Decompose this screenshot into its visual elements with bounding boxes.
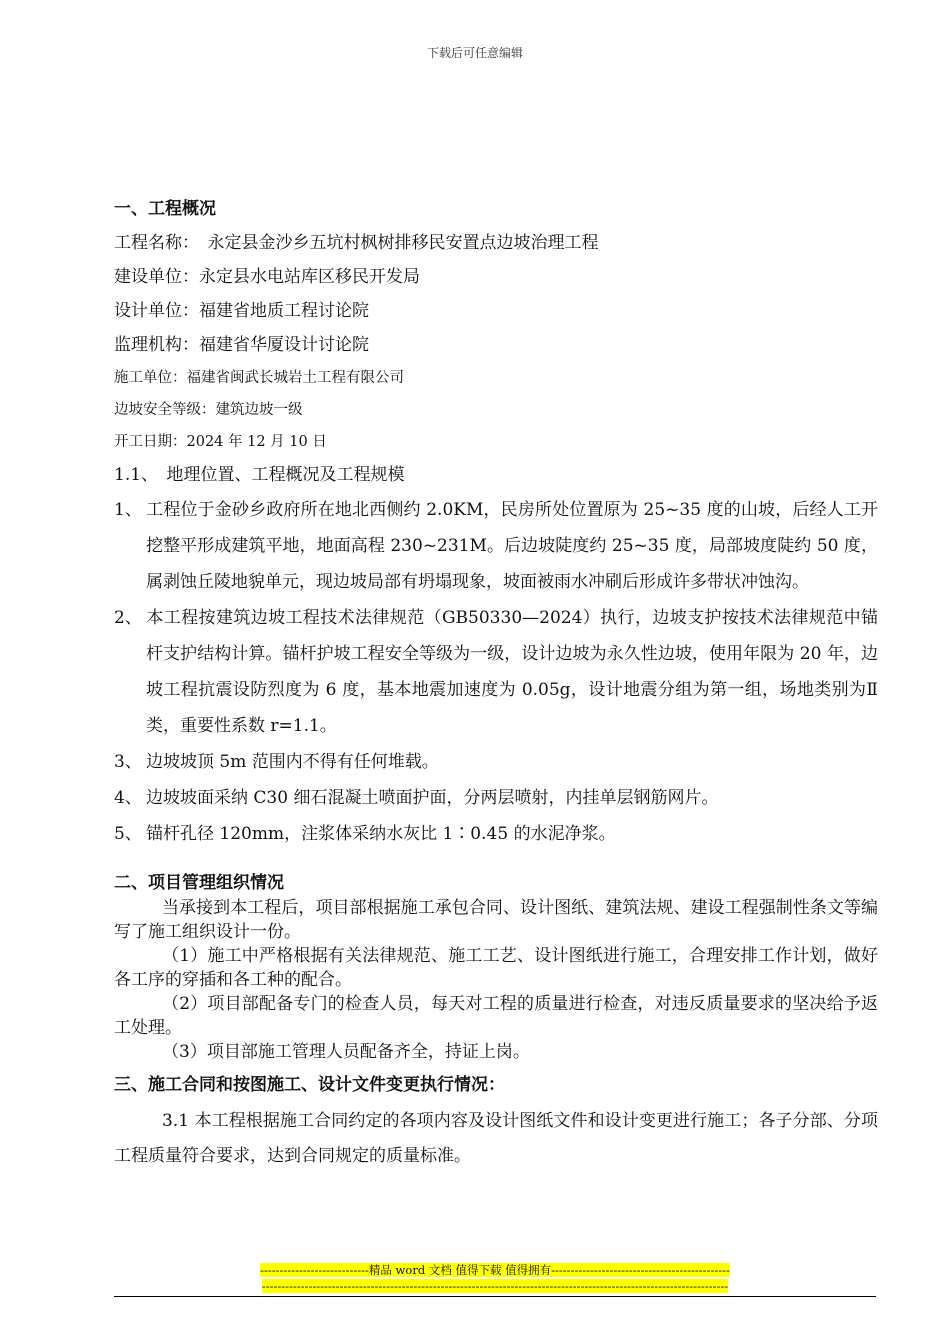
- item-number: 5、: [114, 824, 142, 844]
- safety-grade: 边坡安全等级：建筑边坡一级: [114, 402, 303, 418]
- item-number: 2、: [114, 608, 142, 628]
- header-note: 下载后可任意编辑: [426, 46, 523, 60]
- list-item: [114, 780, 878, 816]
- item-number: 4、: [114, 788, 142, 808]
- section3-text: 3.1 本工程根据施工合同约定的各项内容及设计图纸文件和设计变更进行施工；各子分部、分项工程质量符合要求，达到合同规定的质量标准。: [114, 1111, 878, 1166]
- item-text: 本工程按建筑边坡工程技术法律规范（GB50330—2024）执行，边坡支护按技术法律规范中锚杆支护结构计算。锚杆护坡工程安全等级为一级，设计边坡为永久性边坡，使用年限为 20 年，边坡工程抗震设防烈度为 6 度，基本地震加速度为 0.05g，设计地震分组为第一组，场地类别为Ⅱ类，重要性系数 r=1.1。: [146, 608, 878, 736]
- footer-line-2: ------------------------------------------------------------------------------------------------------------------------: [261, 1279, 729, 1293]
- list-item: [114, 600, 878, 744]
- item-number: 3、: [114, 752, 142, 772]
- start-date: 开工日期：2024 年 12 月 10 日: [114, 434, 327, 450]
- item-text: 锚杆孔径 120mm，注浆体采纳水灰比 1∶0.45 的水泥净浆。: [146, 824, 616, 844]
- construction-unit: 建设单位：永定县水电站库区移民开发局: [114, 267, 420, 287]
- section1-title: 一、工程概况: [114, 199, 216, 219]
- supervision-unit: 监理机构：福建省华厦设计讨论院: [114, 335, 369, 355]
- list-item: [114, 744, 878, 780]
- section3-title: 三、施工合同和按图施工、设计文件变更执行情况：: [114, 1075, 505, 1095]
- list-item: [114, 492, 878, 600]
- footer-watermark: [196, 1262, 794, 1294]
- design-unit: 设计单位：福建省地质工程讨论院: [114, 301, 369, 321]
- document-body: [114, 196, 878, 1174]
- item-number: 1、: [114, 500, 142, 520]
- section2-point: （2）项目部配备专门的检查人员，每天对工程的质量进行检查，对违反质量要求的坚决给予返工处理。: [114, 994, 878, 1038]
- subsection-title: 1.1、 地理位置、工程概况及工程规模: [114, 465, 405, 485]
- list-item: [114, 816, 878, 852]
- item-text: 边坡坡顶 5m 范围内不得有任何堆载。: [146, 752, 439, 772]
- section2-intro: 当承接到本工程后，项目部根据施工承包合同、设计图纸、建筑法规、建设工程强制性条文等编写了施工组织设计一份。: [114, 898, 878, 942]
- item-text: 边坡坡面采纳 C30 细石混凝土喷面护面，分两层喷射，内挂单层钢筋网片。: [146, 788, 719, 808]
- footer-line-1: ----------------------------精品 word 文档 值得下载 值得拥有----------------------------------------------: [260, 1263, 730, 1277]
- footer-rule: [114, 1296, 876, 1297]
- section2-title: 二、项目管理组织情况: [114, 873, 284, 893]
- section2-point: （1）施工中严格根据有关法律规范、施工工艺、设计图纸进行施工，合理安排工作计划，做好各工序的穿插和各工种的配合。: [114, 946, 878, 990]
- builder-unit: 施工单位：福建省闽武长城岩土工程有限公司: [114, 370, 404, 386]
- project-name: 工程名称： 永定县金沙乡五坑村枫树排移民安置点边坡治理工程: [114, 233, 599, 253]
- item-text: 工程位于金砂乡政府所在地北西侧约 2.0KM，民房所处位置原为 25~35 度的山坡，后经人工开挖整平形成建筑平地，地面高程 230~231M。后边坡陡度约 25~35 度，局部坡度陡约 50 度，属剥蚀丘陵地貌单元，现边坡局部有坍塌现象，坡面被雨水冲刷后形成许多带状冲蚀沟。: [146, 500, 878, 592]
- section2-point: （3）项目部施工管理人员配备齐全，持证上岗。: [162, 1042, 530, 1062]
